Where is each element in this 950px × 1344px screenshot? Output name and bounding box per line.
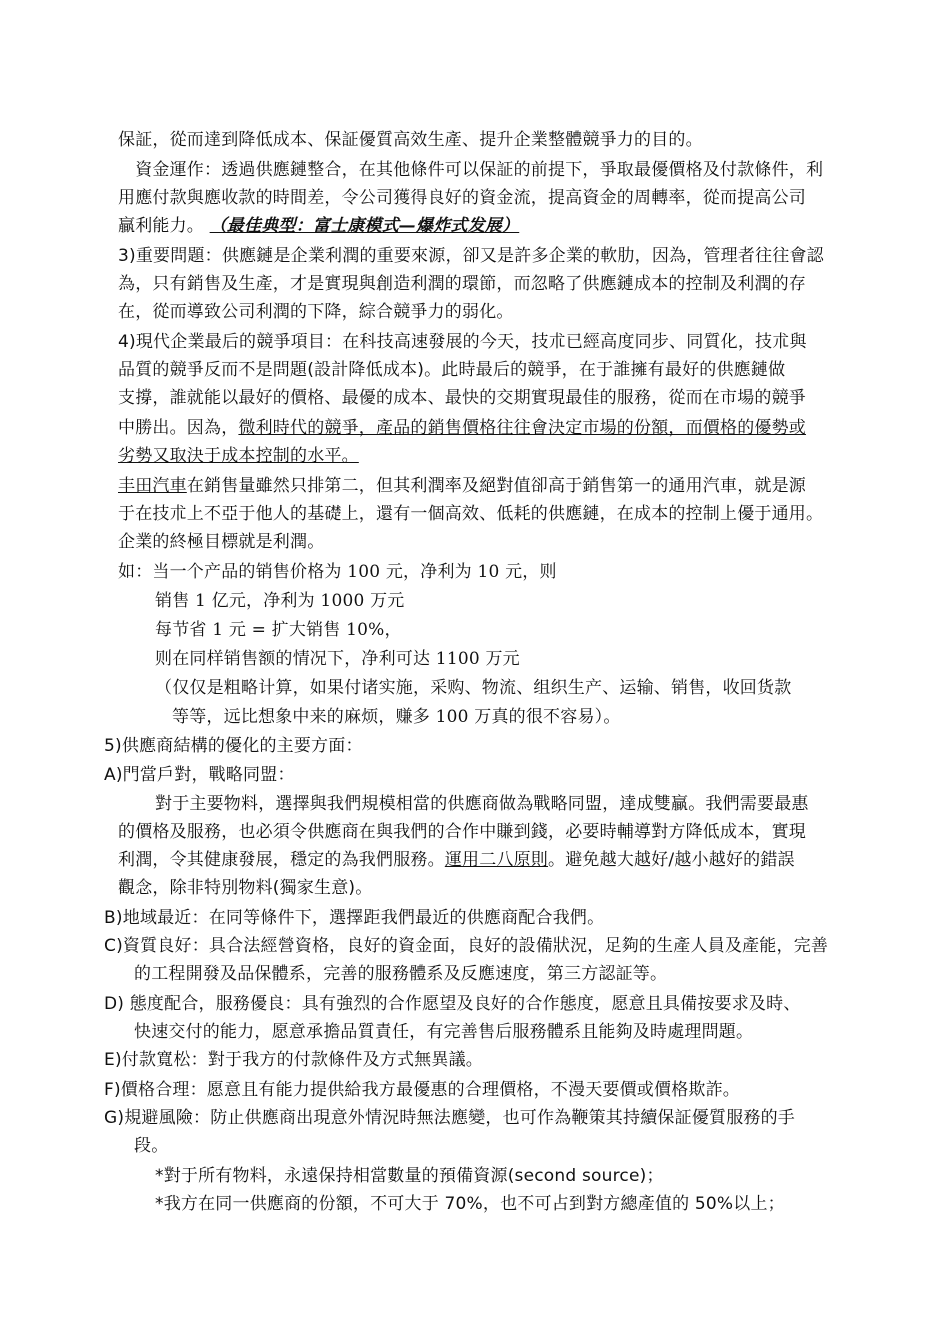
text-run: C)資質良好：具合法經營資格，良好的資金面，良好的設備狀況，足夠的生產人員及產能，完善 [104, 936, 829, 956]
text-run: 于在技朮上不亞于他人的基礎上，還有一個高效、低耗的供應鏈，在成本的控制上優于通用。 [118, 504, 824, 524]
paragraph-line [118, 244, 824, 268]
text-run: （仅仅是粗略计算，如果付诸实施，采购、物流、组织生产、运输、销售，收回货款 [155, 678, 792, 698]
paragraph-line [134, 1134, 168, 1158]
paragraph-line [118, 300, 514, 324]
example-line [155, 647, 520, 671]
paragraph-line [118, 358, 785, 382]
text-run: 4)現代企業最后的競爭項目：在科技高速發展的今天，技朮已經高度同步、同質化，技朮與 [118, 332, 807, 352]
paragraph-line [118, 330, 807, 354]
text-run: 3)重要問題：供應鏈是企業利潤的重要來源，卻又是許多企業的軟肋，因為，管理者往往會認 [118, 246, 824, 266]
list-item [104, 992, 801, 1016]
text-run: 資金運作：透過供應鏈整合，在其他條件可以保証的前提下，爭取最優價格及付款條件，利 [118, 160, 824, 180]
text-run: 销售 1 亿元，净利为 1000 万元 [155, 591, 405, 611]
text-run: 觀念，除非特別物料(獨家生意)。 [118, 878, 373, 898]
paragraph-line [118, 158, 823, 182]
text-run: 段。 [134, 1136, 169, 1156]
list-item [104, 1048, 483, 1072]
list-item [104, 1078, 740, 1102]
paragraph-line [118, 848, 795, 872]
text-run: 等等，远比想象中来的麻烦，赚多 100 万真的很不容易）。 [172, 707, 621, 727]
underlined-text: 丰田汽車 [118, 476, 187, 496]
text-run: 品質的競爭反而不是問題(設計降低成本)。此時最后的競爭，在于誰擁有最好的供應鏈做 [118, 360, 786, 380]
text-run: 5)供應商結構的優化的主要方面： [104, 736, 363, 756]
example-line [172, 705, 621, 729]
paragraph-line [118, 876, 372, 900]
paragraph-line [118, 502, 823, 526]
underlined-text: 微利時代的競爭，產品的銷售價格往往會決定市場的份額，而價格的優勢或 [238, 418, 807, 438]
text-run: 贏利能力。 [118, 216, 210, 236]
paragraph-line [118, 386, 806, 410]
paragraph-line [118, 186, 806, 210]
text-run: 支撐，誰就能以最好的價格、最優的成本、最快的交期實現最佳的服務，從而在市場的競爭 [118, 388, 806, 408]
paragraph-line [118, 128, 703, 152]
example-line [118, 560, 557, 584]
text-run: 的工程開發及品保體系，完善的服務體系及反應速度，第三方認証等。 [134, 964, 668, 984]
paragraph-line [118, 214, 519, 238]
text-run: 對于主要物料，選擇與我們規模相當的供應商做為戰略同盟，達成雙贏。我們需要最惠 [155, 794, 809, 814]
text-run: 每节省 1 元 = 扩大销售 10%， [155, 620, 402, 640]
underlined-italic-note: （最佳典型：富士康模式—爆炸式发展） [209, 216, 520, 236]
text-run: G)規避風險：防止供應商出現意外情況時無法應變，也可作為鞭策其持續保証優質服務的手 [104, 1108, 796, 1128]
text-run: D) 態度配合，服務優良：具有強烈的合作愿望及良好的合作態度，愿意且具備按要求及時、 [104, 994, 801, 1014]
example-line [155, 589, 405, 613]
text-run: A)門當戶對，戰略同盟： [104, 765, 295, 785]
paragraph-line [118, 416, 806, 440]
paragraph-line [118, 444, 359, 468]
text-run: 中勝出。因為， [118, 418, 239, 438]
text-run: 快速交付的能力，愿意承擔品質責任，有完善售后服務體系且能夠及時處理問題。 [134, 1022, 754, 1042]
text-run: 為，只有銷售及生產，才是實現與創造利潤的環節，而忽略了供應鏈成本的控制及利潤的存 [118, 274, 806, 294]
text-run: 则在同样销售额的情况下，净利可达 1100 万元 [155, 649, 520, 669]
list-item [104, 1106, 795, 1130]
text-run: *對于所有物料，永遠保持相當數量的預備資源(second source)； [155, 1166, 664, 1186]
paragraph-line [118, 272, 806, 296]
text-run: 用應付款與應收款的時間差，令公司獲得良好的資金流，提高資金的周轉率，從而提高公司 [118, 188, 806, 208]
text-run: 企業的終極目標就是利潤。 [118, 532, 325, 552]
text-run: 利潤，令其健康發展，穩定的為我們服務。 [118, 850, 445, 870]
example-line [155, 618, 402, 642]
paragraph-line [134, 962, 667, 986]
text-run: B)地域最近：在同等條件下，選擇距我們最近的供應商配合我們。 [104, 908, 605, 928]
underlined-text: 劣勢又取決于成本控制的水平。 [118, 446, 359, 466]
text-run: E)付款寬松：對于我方的付款條件及方式無異議。 [104, 1050, 483, 1070]
list-item [104, 906, 604, 930]
paragraph-line [118, 474, 806, 498]
bullet-note [155, 1164, 664, 1188]
bullet-note [155, 1192, 785, 1216]
paragraph-line [134, 1020, 753, 1044]
list-item [104, 934, 828, 958]
paragraph-line [118, 820, 806, 844]
text-run: F)價格合理：愿意且有能力提供給我方最優惠的合理價格，不漫天要價或價格欺詐。 [104, 1080, 741, 1100]
text-run: *我方在同一供應商的份額，不可大于 70%，也不可占到對方總產值的 50%以上； [155, 1194, 785, 1214]
text-run: 的價格及服務，也必須令供應商在與我們的合作中賺到錢，必要時輔導對方降低成本，實現 [118, 822, 806, 842]
text-run: 在，從而導致公司利潤的下降，綜合競爭力的弱化。 [118, 302, 514, 322]
section-heading [104, 734, 363, 758]
list-item [104, 763, 295, 787]
text-run: 在銷售量雖然只排第二，但其利潤率及絕對值卻高于銷售第一的通用汽車，就是源 [186, 476, 807, 496]
paragraph-line [155, 792, 809, 816]
text-run: 如：当一个产品的销售价格为 100 元，净利为 10 元，则 [118, 562, 557, 582]
text-run: 。避免越大越好/越小越好的錯誤 [548, 850, 795, 870]
paragraph-line [118, 530, 324, 554]
text-run: 保証，從而達到降低成本、保証優質高效生產、提升企業整體競爭力的目的。 [118, 130, 703, 150]
example-line [155, 676, 791, 700]
underlined-text: 運用二八原則 [444, 850, 549, 870]
